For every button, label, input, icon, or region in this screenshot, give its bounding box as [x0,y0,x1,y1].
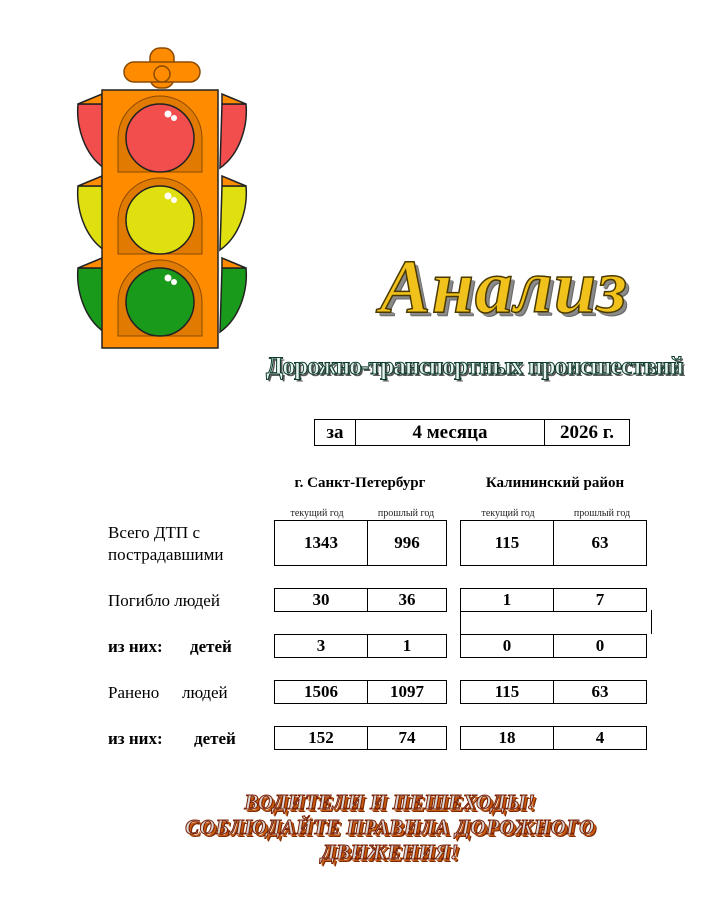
table-cell: 115 [461,521,554,565]
page-title: Анализ [380,245,628,329]
table-cell: 115 [461,681,554,703]
column-header-city: г. Санкт-Петербург [294,475,426,491]
table-cell: 7 [595,590,605,609]
table-cell: 0 [461,635,554,657]
table-cell: 152 [275,727,368,749]
subheader-current-city: текущий год [290,508,344,519]
row-label-total: Всего ДТП с пострадавшими [108,523,224,564]
traffic-light-icon [72,46,252,356]
table-cell: 0 [595,636,605,655]
row-label-of-them: из них: [108,637,163,656]
page-subtitle: Дорожно-транспортных происшествий [266,353,683,380]
table-row-killed-children-district [460,634,647,658]
table-cell: 1506 [275,681,368,703]
table-cell: 1 [402,636,412,655]
subheader-current-district: текущий год [481,508,535,519]
subheader-previous-city: прошлый год [377,508,435,519]
yellow-lamp [126,186,194,254]
row-label-children: детей [190,637,232,656]
traffic-light-cap [124,48,200,88]
table-row-injured-city [274,680,447,704]
green-lamp [126,268,194,336]
red-lamp [126,104,194,172]
row-label-people: людей [182,683,228,702]
table-row-killed-city [274,588,447,612]
table-cell: 18 [461,727,554,749]
period-prefix: за [315,420,356,445]
table-row-killed-children-city [274,634,447,658]
table-row-injured-district [460,680,647,704]
row-label-children-injured: детей [194,729,236,748]
slogan-line-3: ДВИЖЕНИЯ! [321,840,459,864]
slogan-line-1: ВОДИТЕЛИ И ПЕШЕХОДЫ! [244,790,536,814]
table-cell: 1097 [390,682,424,701]
row-label-of-them-injured: из них: [108,729,163,748]
row-label-injured: Ранено [108,683,160,702]
column-header-district: Калининский район [485,475,625,491]
table-row-total-district [460,520,647,566]
table-row-injured-children-district [460,726,647,750]
district-connector [460,610,652,634]
subheader-previous-district: прошлый год [573,508,631,519]
slogan-line-2: СОБЛЮДАЙТЕ ПРАВИЛА ДОРОЖНОГО [185,815,595,839]
table-cell: 996 [394,533,420,552]
table-cell: 74 [398,728,416,747]
table-cell: 63 [591,682,609,701]
table-cell: 30 [275,589,368,611]
table-row-total-city [274,520,447,566]
table-cell: 1 [461,589,554,611]
table-cell: 63 [591,533,609,552]
period-box [314,419,630,446]
table-cell: 36 [398,590,416,609]
row-label-killed: Погибло людей [108,591,220,610]
table-cell: 4 [595,728,605,747]
table-row-killed-district [460,588,647,612]
table-row-injured-children-city [274,726,447,750]
period-year: 2026 г. [560,422,614,443]
table-cell: 3 [275,635,368,657]
table-cell: 1343 [275,521,368,565]
period-months: 4 месяца [356,420,545,445]
